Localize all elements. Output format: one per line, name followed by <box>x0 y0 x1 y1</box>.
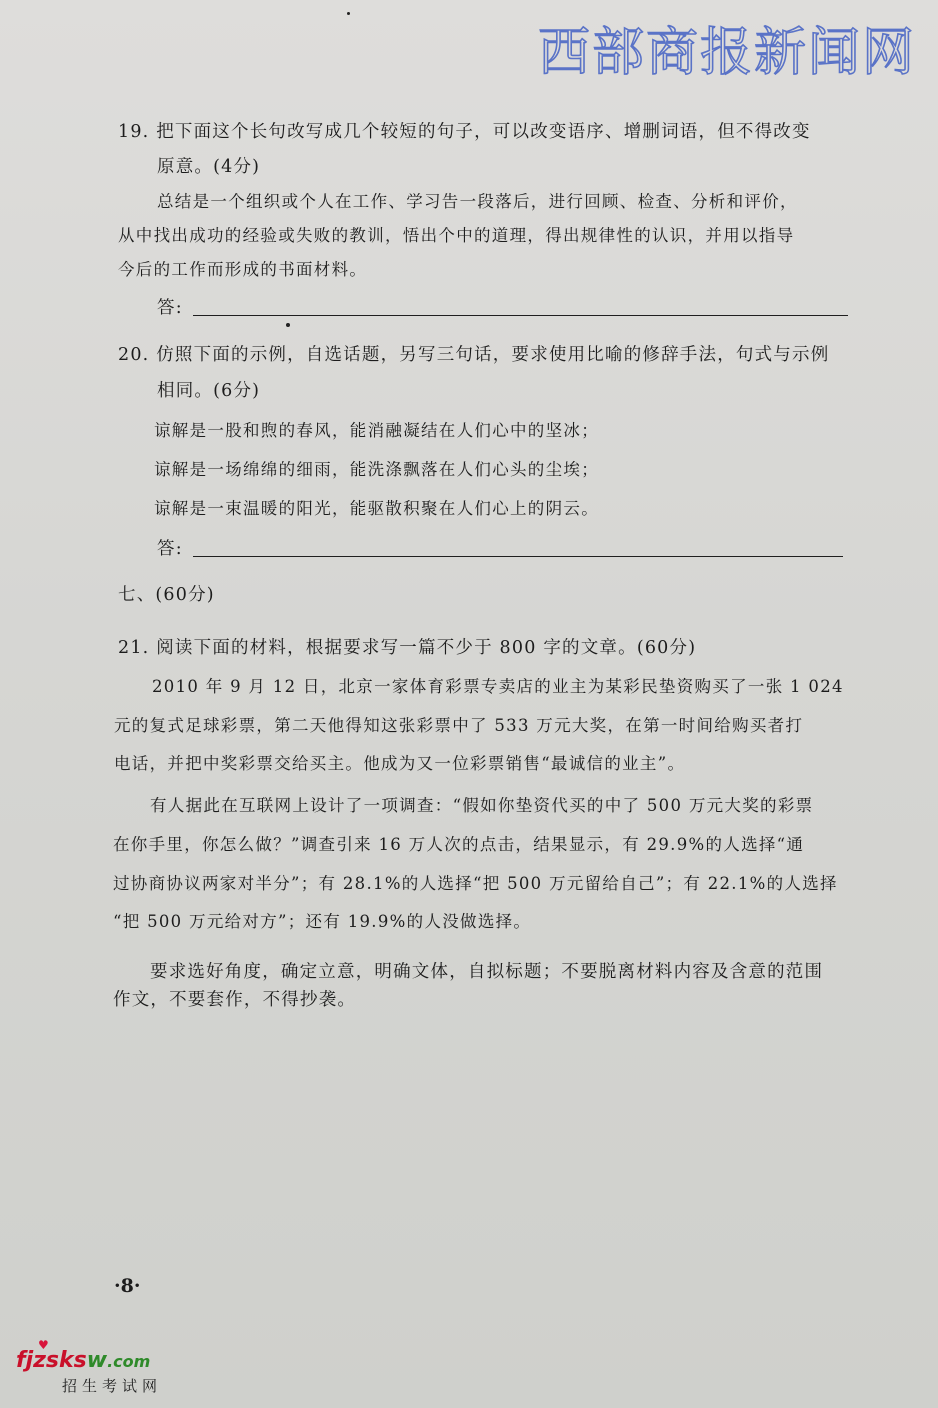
q19-answer-line[interactable] <box>193 315 848 316</box>
q21-material-p1-line3: 电话，并把中奖彩票交给买主。他成为又一位彩票销售“最诚信的业主”。 <box>114 754 686 773</box>
q21-material-p1-line1: 2010 年 9 月 12 日，北京一家体育彩票专卖店的业主为某彩民垫资购买了一张 1 024 <box>152 677 844 696</box>
q19-answer-label: 答: <box>157 298 183 318</box>
q20-answer-label: 答: <box>157 539 183 559</box>
q19-stem-line2: 原意。(4分) <box>157 157 261 177</box>
q21-requirements-line1: 要求选好角度，确定立意，明确文体，自拟标题；不要脱离材料内容及含意的范围 <box>150 962 824 982</box>
ink-dot <box>347 12 350 15</box>
q21-material-p2-line1: 有人据此在互联网上设计了一项调查：“假如你垫资代买的中了 500 万元大奖的彩票 <box>150 796 814 815</box>
q19-passage-line1: 总结是一个组织或个人在工作、学习告一段落后，进行回顾、检查、分析和评价， <box>157 192 798 211</box>
q20-stem-line2: 相同。(6分) <box>157 381 261 401</box>
logo-subtitle: 招生考试网 <box>62 1377 163 1395</box>
watermark-site-name: 西部商报新闻网 <box>537 23 916 83</box>
page-number: ·8· <box>114 1275 141 1297</box>
q20-stem-line1: 20. 仿照下面的示例，自选话题，另写三句话，要求使用比喻的修辞手法，句式与示例 <box>118 345 830 365</box>
q19-passage-line3: 今后的工作而形成的书面材料。 <box>118 260 368 279</box>
q20-example-2: 谅解是一场绵绵的细雨，能洗涤飘落在人们心头的尘埃； <box>154 460 599 479</box>
q21-material-p2-line4: “把 500 万元给对方”；还有 19.9%的人没做选择。 <box>113 912 532 931</box>
q21-material-p1-line2: 元的复式足球彩票，第二天他得知这张彩票中了 533 万元大奖，在第一时间给购买者打 <box>114 716 804 735</box>
q21-stem: 21. 阅读下面的材料，根据要求写一篇不少于 800 字的文章。(60分) <box>118 638 697 658</box>
heart-icon: ♥ <box>38 1338 49 1352</box>
q19-stem-line1: 19. 把下面这个长句改写成几个较短的句子，可以改变语序、增删词语，但不得改变 <box>118 122 811 142</box>
q20-example-3: 谅解是一束温暖的阳光，能驱散积聚在人们心上的阴云。 <box>154 499 599 518</box>
site-logo[interactable] <box>16 1338 151 1373</box>
q19-passage-line2: 从中找出成功的经验或失败的教训，悟出个中的道理，得出规律性的认识，并用以指导 <box>118 226 795 245</box>
q21-requirements-line2: 作文，不要套作，不得抄袭。 <box>113 990 357 1010</box>
q20-example-1: 谅解是一股和煦的春风，能消融凝结在人们心中的坚冰； <box>154 421 599 440</box>
q20-answer-line[interactable] <box>193 556 843 557</box>
q21-material-p2-line2: 在你手里，你怎么做？”调查引来 16 万人次的点击，结果显示，有 29.9%的人选择“通 <box>113 835 805 854</box>
q21-material-p2-line3: 过协商协议两家对半分”；有 28.1%的人选择“把 500 万元留给自己”；有 22.1%的人选择 <box>113 874 838 893</box>
section-7-heading: 七、(60分) <box>118 585 215 605</box>
logo-text: fjzsksw.com <box>16 1348 151 1373</box>
ink-dot <box>286 323 290 327</box>
